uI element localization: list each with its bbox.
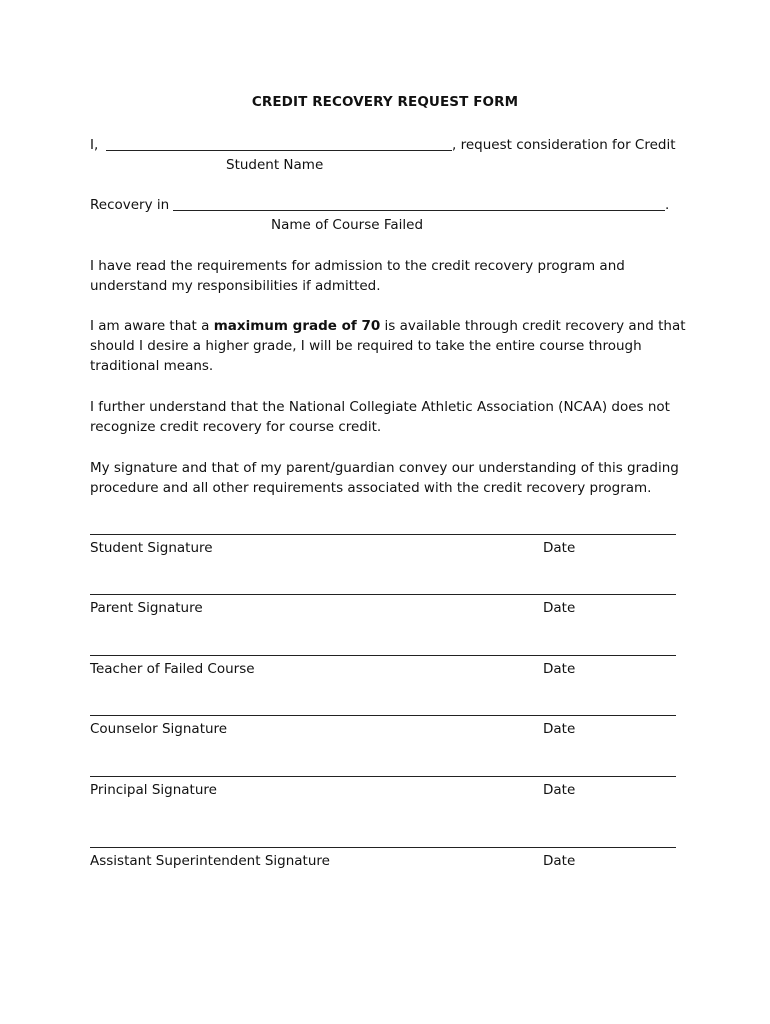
form-title: CREDIT RECOVERY REQUEST FORM <box>251 94 519 110</box>
counselor-signature-label: Counselor Signature <box>90 721 228 737</box>
max-grade-text-after: is available through credit recovery and that should I desire a higher grade, I will be required to take the entire course through traditional means. <box>90 318 686 374</box>
student-name-caption: Student Name <box>226 157 324 173</box>
teacher-signature-line[interactable] <box>90 655 676 656</box>
parent-signature-line[interactable] <box>90 594 676 595</box>
counselor-signature-line[interactable] <box>90 715 676 716</box>
line2-prefix: Recovery in <box>90 197 170 213</box>
course-name-field[interactable] <box>173 210 665 211</box>
teacher-signature-label: Teacher of Failed Course <box>90 661 255 677</box>
principal-signature-line[interactable] <box>90 776 676 777</box>
student-signature-label: Student Signature <box>90 540 213 556</box>
parent-date-label: Date <box>543 600 576 616</box>
line1-suffix: , request consideration for Credit <box>452 137 676 153</box>
max-grade-bold: maximum grade of 70 <box>213 318 381 334</box>
assistant-superintendent-signature-label: Assistant Superintendent Signature <box>90 853 330 869</box>
paragraph-ncaa: I further understand that the National Collegiate Athletic Association (NCAA) does not recognize credit recovery for course credit. <box>90 399 670 435</box>
paragraph-requirements: I have read the requirements for admission to the credit recovery program and understand my responsibilities if admitted. <box>90 258 625 294</box>
paragraph-signature-note: My signature and that of my parent/guardian convey our understanding of this grading procedure and all other requirements associated with the credit recovery program. <box>90 460 679 496</box>
paragraph-max-grade <box>90 316 690 376</box>
course-caption: Name of Course Failed <box>271 217 424 233</box>
counselor-date-label: Date <box>543 721 576 737</box>
max-grade-text-before: I am aware that a <box>90 318 214 334</box>
principal-signature-label: Principal Signature <box>90 782 217 798</box>
student-signature-line[interactable] <box>90 534 676 535</box>
student-date-label: Date <box>543 540 576 556</box>
assistant-superintendent-date-label: Date <box>543 853 576 869</box>
student-name-field[interactable] <box>106 150 452 151</box>
parent-signature-label: Parent Signature <box>90 600 203 616</box>
line1-prefix: I, <box>90 137 99 153</box>
principal-date-label: Date <box>543 782 576 798</box>
assistant-superintendent-signature-line[interactable] <box>90 847 676 848</box>
teacher-date-label: Date <box>543 661 576 677</box>
line2-suffix: . <box>665 197 670 213</box>
